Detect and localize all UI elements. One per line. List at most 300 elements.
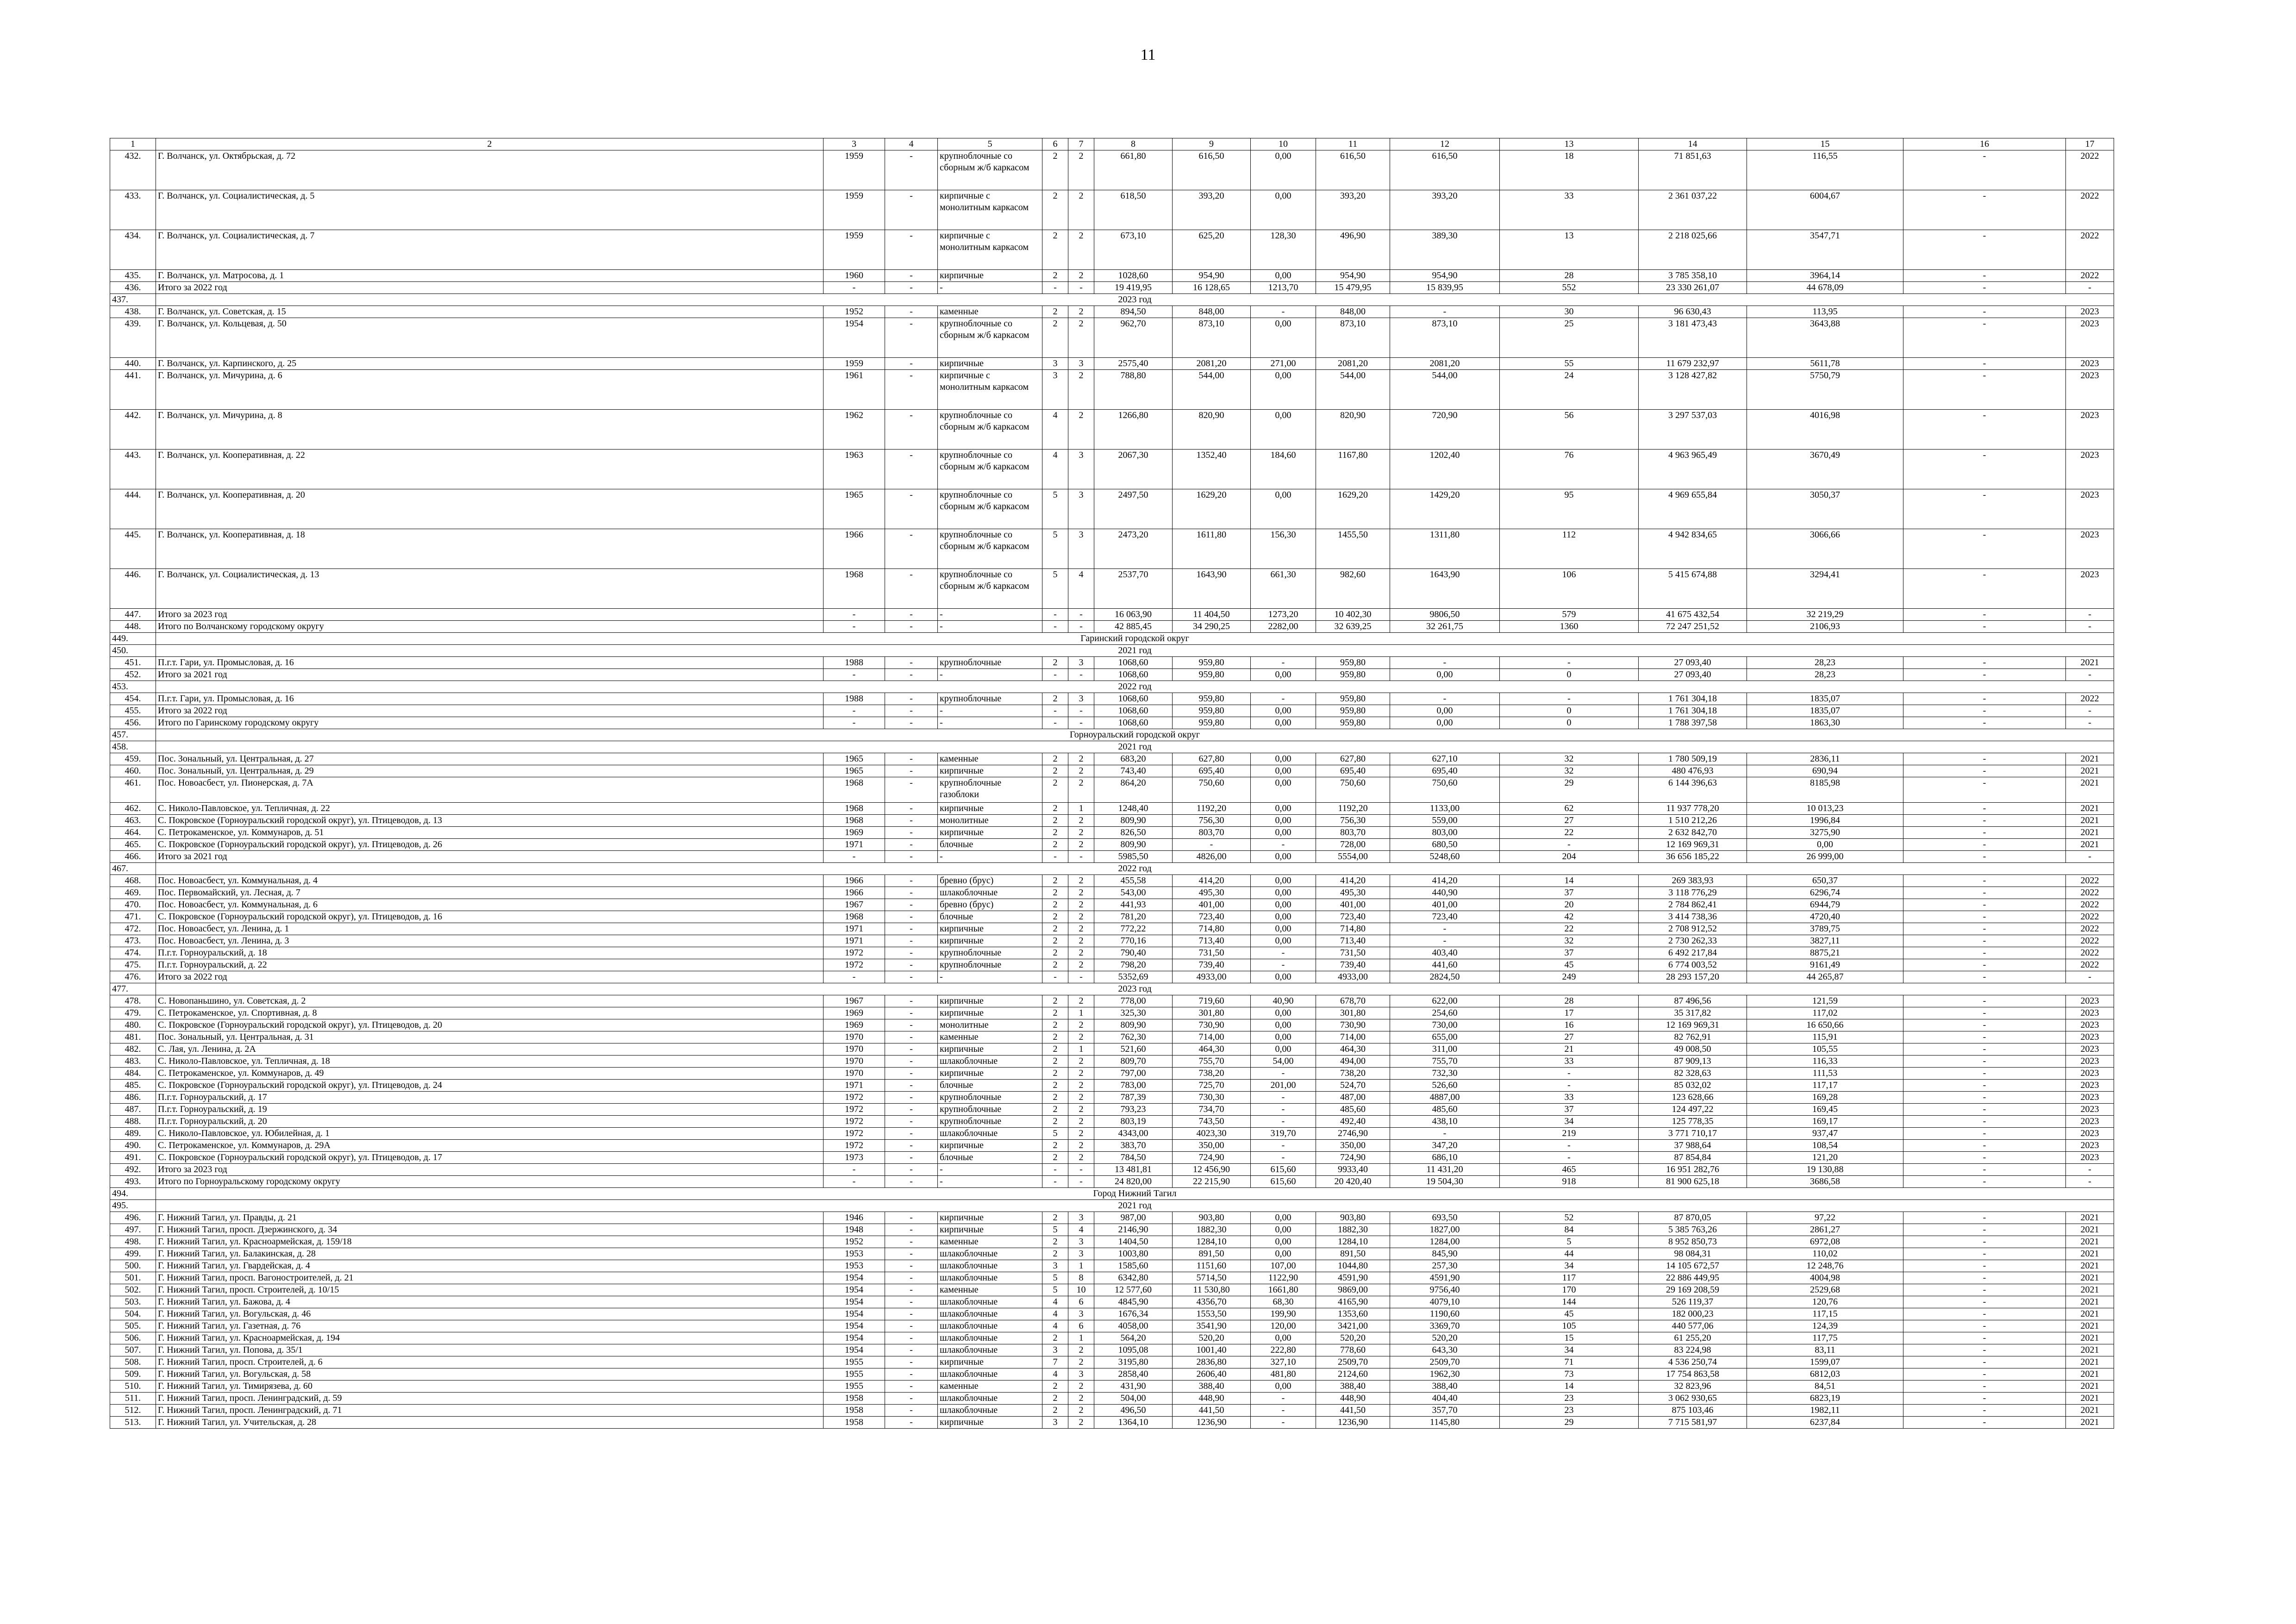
table-cell: 105 (1500, 1320, 1639, 1332)
table-cell: 0,00 (1251, 410, 1316, 450)
table-cell: 520,20 (1390, 1332, 1500, 1344)
table-cell: 32 823,96 (1639, 1380, 1747, 1393)
table-cell: 1629,20 (1173, 489, 1251, 529)
table-cell: 1 (1068, 1043, 1094, 1056)
table-cell: 485,60 (1316, 1104, 1390, 1116)
address-cell: Пос. Зональный, ул. Центральная, д. 27 (156, 753, 824, 765)
row-number-cell: 456. (110, 717, 156, 729)
section-heading-row (110, 1188, 2114, 1200)
table-row (110, 1176, 2114, 1188)
table-cell: 2 (1068, 777, 1094, 803)
table-cell: 1611,80 (1173, 529, 1251, 569)
table-cell: 55 (1500, 358, 1639, 370)
wall-material-cell: блочные (938, 839, 1042, 851)
table-cell: 1954 (824, 318, 885, 358)
table-cell: 2 (1042, 1152, 1068, 1164)
table-cell: 720,90 (1390, 410, 1500, 450)
table-cell: 1967 (824, 995, 885, 1007)
table-cell: 719,60 (1173, 995, 1251, 1007)
table-cell: 2021 (2066, 1344, 2114, 1356)
row-number-cell: 472. (110, 923, 156, 935)
table-cell: 695,40 (1173, 765, 1251, 777)
table-cell: 184,60 (1251, 450, 1316, 489)
address-cell: С. Петрокаменское, ул. Коммунаров, д. 49 (156, 1068, 824, 1080)
table-cell: 327,10 (1251, 1356, 1316, 1368)
table-cell: 2023 (2066, 1104, 2114, 1116)
wall-material-cell: шлакоблочные (938, 1296, 1042, 1308)
table-cell: 1960 (824, 270, 885, 282)
table-cell: 732,30 (1390, 1068, 1500, 1080)
table-cell: 5 (1042, 1128, 1068, 1140)
table-cell: 1236,90 (1173, 1417, 1251, 1429)
table-cell: - (1903, 270, 2066, 282)
address-cell: П.г.т. Горноуральский, д. 18 (156, 947, 824, 959)
table-row (110, 947, 2114, 959)
table-cell: - (1068, 621, 1094, 633)
table-cell: 2022 (2066, 875, 2114, 887)
table-cell: 1273,20 (1251, 609, 1316, 621)
table-cell: 2 (1068, 995, 1094, 1007)
table-cell: 848,00 (1173, 306, 1251, 318)
table-cell: 3964,14 (1747, 270, 1903, 282)
row-number-cell: 466. (110, 851, 156, 863)
table-row (110, 1007, 2114, 1019)
table-cell: 1970 (824, 1056, 885, 1068)
table-cell: 1972 (824, 947, 885, 959)
table-cell: 32 (1500, 765, 1639, 777)
table-cell: 6 (1068, 1296, 1094, 1308)
table-cell: 2 (1068, 410, 1094, 450)
section-heading-row (110, 294, 2114, 306)
table-cell: 787,39 (1094, 1092, 1173, 1104)
row-number-cell: 480. (110, 1019, 156, 1031)
table-cell: 1954 (824, 1320, 885, 1332)
table-cell: 0,00 (1251, 935, 1316, 947)
address-cell: Итого за 2022 год (156, 282, 824, 294)
section-heading-cell: 2023 год (156, 983, 2114, 995)
table-cell: 2021 (2066, 1308, 2114, 1320)
table-cell: 1952 (824, 1236, 885, 1248)
row-number-cell: 510. (110, 1380, 156, 1393)
table-cell: - (1903, 1296, 2066, 1308)
table-row (110, 1248, 2114, 1260)
wall-material-cell: шлакоблочные (938, 1260, 1042, 1272)
row-number-cell: 505. (110, 1320, 156, 1332)
table-cell: 54,00 (1251, 1056, 1316, 1068)
table-cell: 0,00 (1251, 150, 1316, 190)
table-cell: - (1251, 1393, 1316, 1405)
table-cell: 959,80 (1316, 657, 1390, 669)
table-row (110, 1080, 2114, 1092)
table-cell: - (1251, 839, 1316, 851)
column-number-cell: 13 (1500, 138, 1639, 150)
table-cell: 3 118 776,29 (1639, 887, 1747, 899)
table-cell: 12 169 969,31 (1639, 839, 1747, 851)
column-number-cell: 11 (1316, 138, 1390, 150)
table-cell: 29 (1500, 1417, 1639, 1429)
table-body (110, 138, 2114, 1429)
table-cell: 19 130,88 (1747, 1164, 1903, 1176)
section-heading-row (110, 983, 2114, 995)
table-cell: - (885, 959, 938, 971)
table-cell: 2 (1042, 923, 1068, 935)
table-cell: - (824, 669, 885, 681)
table-cell: 29 (1500, 777, 1639, 803)
table-cell: 2861,27 (1747, 1224, 1903, 1236)
table-cell: 388,40 (1173, 1380, 1251, 1393)
table-cell: - (885, 1152, 938, 1164)
table-cell: 1145,80 (1390, 1417, 1500, 1429)
table-cell: 6812,03 (1747, 1368, 1903, 1380)
wall-material-cell: крупноблочные (938, 1092, 1042, 1104)
table-row (110, 1260, 2114, 1272)
table-row (110, 851, 2114, 863)
table-cell: 2023 (2066, 450, 2114, 489)
table-cell: 117,02 (1747, 1007, 1903, 1019)
address-cell: Пос. Первомайский, ул. Лесная, д. 7 (156, 887, 824, 899)
row-number-cell: 487. (110, 1104, 156, 1116)
table-cell: 12 169 969,31 (1639, 1019, 1747, 1031)
table-cell: 2023 (2066, 1140, 2114, 1152)
table-cell: 627,80 (1316, 753, 1390, 765)
address-cell: Итого за 2021 год (156, 669, 824, 681)
table-cell: 464,30 (1316, 1043, 1390, 1056)
table-cell: 117,17 (1747, 1080, 1903, 1092)
table-cell: 1969 (824, 827, 885, 839)
table-cell: 615,60 (1251, 1164, 1316, 1176)
table-cell: 918 (1500, 1176, 1639, 1188)
table-cell: 2 (1068, 959, 1094, 971)
table-cell: 731,50 (1173, 947, 1251, 959)
table-cell: 661,30 (1251, 569, 1316, 609)
table-cell: - (1251, 1068, 1316, 1080)
wall-material-cell: кирпичные (938, 1417, 1042, 1429)
row-number-cell: 437. (110, 294, 156, 306)
table-cell: - (1903, 150, 2066, 190)
table-cell: 0,00 (1251, 777, 1316, 803)
table-cell: 2 (1068, 1344, 1094, 1356)
table-cell: - (1903, 717, 2066, 729)
address-cell: Г. Нижний Тагил, ул. Бажова, д. 4 (156, 1296, 824, 1308)
table-cell: - (1390, 657, 1500, 669)
table-cell: 4 (1042, 410, 1068, 450)
table-cell: 492,40 (1316, 1116, 1390, 1128)
table-cell: 1095,08 (1094, 1344, 1173, 1356)
table-cell: 714,00 (1316, 1031, 1390, 1043)
table-cell: 954,90 (1173, 270, 1251, 282)
table-cell: 1827,00 (1390, 1224, 1500, 1236)
table-cell: 2 (1068, 1116, 1094, 1128)
section-heading-row (110, 741, 2114, 753)
table-cell: 2022 (2066, 935, 2114, 947)
wall-material-cell: крупноблочные со сборным ж/б каркасом (938, 489, 1042, 529)
table-cell: 954,90 (1390, 270, 1500, 282)
table-cell: 73 (1500, 1368, 1639, 1380)
wall-material-cell: кирпичные (938, 270, 1042, 282)
table-row (110, 1320, 2114, 1332)
table-cell: 4826,00 (1173, 851, 1251, 863)
address-cell: С. Петрокаменское, ул. Спортивная, д. 8 (156, 1007, 824, 1019)
table-cell: 84 (1500, 1224, 1639, 1236)
table-cell: - (1903, 621, 2066, 633)
table-cell: - (885, 450, 938, 489)
table-cell: 0,00 (1251, 1224, 1316, 1236)
table-cell: 111,53 (1747, 1068, 1903, 1080)
address-cell: Г. Волчанск, ул. Мичурина, д. 8 (156, 410, 824, 450)
table-cell: 33 (1500, 1092, 1639, 1104)
table-row (110, 1056, 2114, 1068)
row-number-cell: 484. (110, 1068, 156, 1080)
address-cell: Г. Нижний Тагил, ул. Тимирязева, д. 60 (156, 1380, 824, 1393)
table-cell: 98 084,31 (1639, 1248, 1747, 1260)
table-cell: 2 (1042, 270, 1068, 282)
table-cell: 873,10 (1316, 318, 1390, 358)
table-cell: 778,60 (1316, 1344, 1390, 1356)
table-cell: - (885, 1140, 938, 1152)
table-cell: - (824, 705, 885, 717)
table-cell: 2 (1042, 1140, 1068, 1152)
table-cell: 559,00 (1390, 815, 1500, 827)
table-cell: - (885, 489, 938, 529)
table-cell: 1284,00 (1390, 1236, 1500, 1248)
table-cell: 2021 (2066, 1248, 2114, 1260)
table-cell: - (1903, 1248, 2066, 1260)
table-cell: - (1251, 1116, 1316, 1128)
table-cell: 5 415 674,88 (1639, 569, 1747, 609)
table-cell: 2023 (2066, 1116, 2114, 1128)
table-cell: 864,20 (1094, 777, 1173, 803)
table-cell: 0,00 (1251, 803, 1316, 815)
table-cell: - (885, 1236, 938, 1248)
table-cell: - (1390, 693, 1500, 705)
table-cell: 3 (1068, 1248, 1094, 1260)
table-cell: 1953 (824, 1248, 885, 1260)
row-number-cell: 458. (110, 741, 156, 753)
table-cell: 2 (1042, 765, 1068, 777)
table-cell: 8875,21 (1747, 947, 1903, 959)
address-cell: С. Покровское (Горноуральский городской округ), ул. Птицеводов, д. 13 (156, 815, 824, 827)
table-cell: - (1500, 693, 1639, 705)
table-cell: - (1903, 851, 2066, 863)
table-cell: - (1500, 1068, 1639, 1080)
row-number-cell: 490. (110, 1140, 156, 1152)
row-number-cell: 512. (110, 1405, 156, 1417)
table-cell: 28 (1500, 995, 1639, 1007)
table-row (110, 370, 2114, 410)
row-number-cell: 495. (110, 1200, 156, 1212)
row-number-cell: 464. (110, 827, 156, 839)
address-cell: С. Покровское (Горноуральский городской округ), ул. Птицеводов, д. 26 (156, 839, 824, 851)
table-cell: 6296,74 (1747, 887, 1903, 899)
table-cell: - (2066, 971, 2114, 983)
table-cell: 169,28 (1747, 1092, 1903, 1104)
table-cell: 2 (1042, 815, 1068, 827)
table-cell: 2 (1068, 190, 1094, 230)
table-cell: - (1903, 569, 2066, 609)
table-row (110, 693, 2114, 705)
table-cell: 1192,20 (1316, 803, 1390, 815)
table-cell: - (885, 150, 938, 190)
table-cell: 873,10 (1390, 318, 1500, 358)
table-cell: 0,00 (1251, 1212, 1316, 1224)
table-cell: 783,00 (1094, 1080, 1173, 1092)
row-number-cell: 499. (110, 1248, 156, 1260)
address-cell: Итого по Горноуральскому городскому округу (156, 1176, 824, 1188)
table-cell: 0 (1500, 717, 1639, 729)
row-number-cell: 452. (110, 669, 156, 681)
table-cell: 1969 (824, 1007, 885, 1019)
table-cell: 1988 (824, 693, 885, 705)
table-cell: 44 678,09 (1747, 282, 1903, 294)
table-cell: - (1500, 839, 1639, 851)
table-cell: 959,80 (1173, 705, 1251, 717)
table-cell: 2 (1042, 899, 1068, 911)
table-cell: 1352,40 (1173, 450, 1251, 489)
table-cell: 1972 (824, 1116, 885, 1128)
column-number-cell: 17 (2066, 138, 2114, 150)
table-cell: 32 639,25 (1316, 621, 1390, 633)
table-cell: 404,40 (1390, 1393, 1500, 1405)
row-number-cell: 492. (110, 1164, 156, 1176)
table-cell: 2 (1068, 827, 1094, 839)
table-cell: - (824, 621, 885, 633)
table-cell: 2023 (2066, 410, 2114, 450)
table-cell: 3195,80 (1094, 1356, 1173, 1368)
table-cell: 3275,90 (1747, 827, 1903, 839)
table-cell: 2 (1042, 657, 1068, 669)
table-row (110, 777, 2114, 803)
table-cell: 1028,60 (1094, 270, 1173, 282)
table-cell: 3369,70 (1390, 1320, 1500, 1332)
page-number: 11 (1140, 46, 1156, 63)
column-number-cell: 2 (156, 138, 824, 150)
address-cell: Г. Волчанск, ул. Социалистическая, д. 13 (156, 569, 824, 609)
table-cell: 1968 (824, 815, 885, 827)
table-cell: 34 (1500, 1260, 1639, 1272)
table-cell: 543,00 (1094, 887, 1173, 899)
table-cell: 12 248,76 (1747, 1260, 1903, 1272)
table-cell: 2 (1068, 230, 1094, 270)
row-number-cell: 440. (110, 358, 156, 370)
table-cell: 1966 (824, 887, 885, 899)
table-cell: 2 (1042, 1236, 1068, 1248)
section-heading-cell: 2022 год (156, 863, 2114, 875)
address-cell: Г. Волчанск, ул. Кооперативная, д. 20 (156, 489, 824, 529)
address-cell: С. Лая, ул. Ленина, д. 2А (156, 1043, 824, 1056)
address-cell: П.г.т. Горноуральский, д. 22 (156, 959, 824, 971)
table-cell: - (885, 1212, 938, 1224)
table-cell: 4343,00 (1094, 1128, 1173, 1140)
table-cell: 28,23 (1747, 669, 1903, 681)
table-cell: 959,80 (1173, 657, 1251, 669)
table-cell: 2021 (2066, 1320, 2114, 1332)
table-cell: 28 (1500, 270, 1639, 282)
table-cell: 350,00 (1316, 1140, 1390, 1152)
table-cell: 2836,11 (1747, 753, 1903, 765)
table-cell: 448,90 (1173, 1393, 1251, 1405)
table-cell: 3 181 473,43 (1639, 318, 1747, 358)
table-cell: 464,30 (1173, 1043, 1251, 1056)
table-cell: 2021 (2066, 1417, 2114, 1429)
table-row (110, 803, 2114, 815)
row-number-cell: 442. (110, 410, 156, 450)
table-cell: 438,10 (1390, 1116, 1500, 1128)
row-number-cell: 446. (110, 569, 156, 609)
row-number-cell: 491. (110, 1152, 156, 1164)
wall-material-cell: крупноблочные (938, 1104, 1042, 1116)
table-cell: - (1068, 609, 1094, 621)
table-cell: 2021 (2066, 753, 2114, 765)
address-cell: Г. Волчанск, ул. Карпинского, д. 25 (156, 358, 824, 370)
table-cell: - (885, 1224, 938, 1236)
table-cell: 4 (1042, 1308, 1068, 1320)
table-cell: - (885, 657, 938, 669)
table-cell: 357,70 (1390, 1405, 1500, 1417)
table-cell: - (885, 839, 938, 851)
table-cell: - (885, 887, 938, 899)
table-cell: - (1390, 935, 1500, 947)
table-cell: - (885, 529, 938, 569)
wall-material-cell: кирпичные (938, 935, 1042, 947)
row-number-cell: 474. (110, 947, 156, 959)
table-row (110, 717, 2114, 729)
table-cell: 83 224,98 (1639, 1344, 1747, 1356)
wall-material-cell: каменные (938, 306, 1042, 318)
table-cell: 117,75 (1747, 1332, 1903, 1344)
row-number-cell: 507. (110, 1344, 156, 1356)
table-cell: 0 (1500, 669, 1639, 681)
table-cell: 616,50 (1390, 150, 1500, 190)
table-cell: 7 (1042, 1356, 1068, 1368)
table-cell: 2021 (2066, 657, 2114, 669)
table-cell: - (1903, 1224, 2066, 1236)
wall-material-cell: - (938, 705, 1042, 717)
table-cell: 1955 (824, 1368, 885, 1380)
table-cell: 1882,30 (1173, 1224, 1251, 1236)
table-cell: 723,40 (1173, 911, 1251, 923)
table-cell: - (1903, 306, 2066, 318)
table-cell: 107,00 (1251, 1260, 1316, 1272)
table-cell: 414,20 (1316, 875, 1390, 887)
table-cell: 2 (1042, 1043, 1068, 1056)
row-number-cell: 455. (110, 705, 156, 717)
row-number-cell: 441. (110, 370, 156, 410)
table-cell: 485,60 (1390, 1104, 1500, 1116)
table-cell: 16 951 282,76 (1639, 1164, 1747, 1176)
table-cell: 2282,00 (1251, 621, 1316, 633)
table-cell: 2023 (2066, 1056, 2114, 1068)
table-cell: - (1251, 947, 1316, 959)
wall-material-cell: - (938, 621, 1042, 633)
row-number-cell: 500. (110, 1260, 156, 1272)
section-heading-row (110, 729, 2114, 741)
table-cell: 20 (1500, 899, 1639, 911)
table-cell: 311,00 (1390, 1043, 1500, 1056)
table-cell: - (1903, 777, 2066, 803)
table-cell: 0,00 (1251, 827, 1316, 839)
wall-material-cell: кирпичные (938, 803, 1042, 815)
section-heading-cell: Гаринский городской округ (156, 633, 2114, 645)
table-cell: 4 (1068, 569, 1094, 609)
table-cell: 414,20 (1390, 875, 1500, 887)
table-row (110, 569, 2114, 609)
table-cell: - (824, 609, 885, 621)
table-row (110, 1043, 2114, 1056)
table-cell: 2 (1042, 1104, 1068, 1116)
wall-material-cell: блочные (938, 1152, 1042, 1164)
table-cell: 1972 (824, 1128, 885, 1140)
table-cell: 401,00 (1316, 899, 1390, 911)
